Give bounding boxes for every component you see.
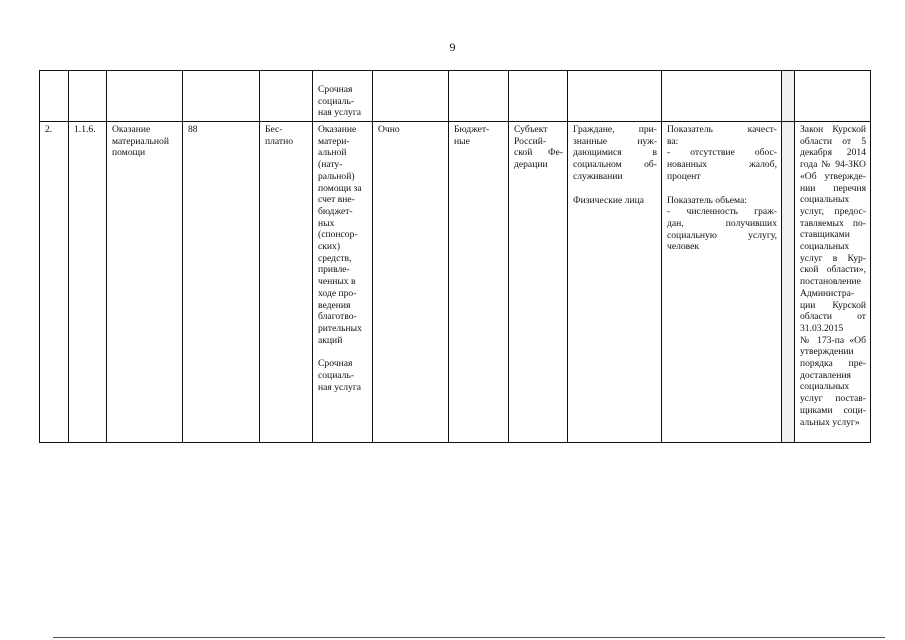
legal-basis-line: социальных [800, 381, 850, 393]
table-cell [373, 71, 449, 122]
service-form-text: Оказание матери- альной (нату- ральной) помощи за счет вне- бюджет- ных (спонсор- ских) средств, привле- ченных в ходе про- ведения благотво- рительных акций [318, 124, 362, 346]
legal-basis-line: № 173-па «Об [800, 334, 866, 346]
cell-financing: Бюджет- ные [449, 122, 509, 443]
table-cell [568, 71, 662, 122]
table-cell [69, 71, 107, 122]
legal-basis-line: социальных [800, 194, 850, 206]
table-cell [313, 71, 373, 122]
cell-row-number: 2. [40, 122, 69, 443]
legal-basis-line: ставщиками [800, 229, 850, 241]
cell-responsible: Субъект Россий- ской Фе- дерации [509, 122, 568, 443]
table-cell [795, 71, 871, 122]
page-bottom-rule [53, 637, 885, 638]
legal-basis-line: утверждении [800, 346, 854, 358]
legal-basis-line: нии перечня [800, 182, 866, 194]
table-cell [260, 71, 313, 122]
legal-basis-line: социальных [800, 241, 850, 253]
legal-basis-line: услуг, предос- [800, 205, 866, 217]
legal-basis-line: области от [800, 311, 866, 323]
cell-recipients: Граждане, при- знанные нуж- дающимися в социальном об- служивании Физические лица [568, 122, 662, 443]
legal-basis-line: услуг постав- [800, 393, 866, 405]
legal-basis-line: ской области», [800, 264, 866, 276]
cell-mode: Очно [373, 122, 449, 443]
cell-indicators: Показатель качест- ва: - отсутствие обос- нованных жалоб, процент Показатель объема: - численность граж- дан, получивших социальную услугу, человек [662, 122, 782, 443]
legal-basis-line: года № 94-ЗКО [800, 159, 866, 171]
table-cell [782, 122, 795, 443]
legal-basis-line: декабря 2014 [800, 147, 866, 159]
table-cell [509, 71, 568, 122]
legal-basis-line: области от 5 [800, 135, 866, 147]
table-row [40, 122, 871, 443]
cell-legal-basis [795, 122, 871, 443]
cell-service-form [313, 122, 373, 443]
cell-service-form-continued: Срочная социаль- ная услуга [318, 83, 362, 119]
legal-basis-line: доставления [800, 369, 851, 381]
legal-basis-line: порядка пре- [800, 358, 866, 370]
services-table [39, 70, 871, 443]
legal-basis-line: ции Курской [800, 299, 866, 311]
legal-basis-line: постановление [800, 276, 861, 288]
legal-basis-line: тавляемых по- [800, 217, 866, 229]
cell-service-name: Оказание материальной помощи [107, 122, 183, 443]
table-cell [662, 71, 782, 122]
legal-basis-line: альных услуг» [800, 416, 860, 428]
cell-payment: Бес- платно [260, 122, 313, 443]
legal-basis-line: «Об утвержде- [800, 170, 866, 182]
page-number: 9 [449, 40, 456, 54]
table-cell [782, 71, 795, 122]
table-cell [40, 71, 69, 122]
legal-basis-line: щиками соци- [800, 404, 866, 416]
legal-basis-line: Администра- [800, 287, 855, 299]
table-cell [449, 71, 509, 122]
cell-code-2: 88 [183, 122, 260, 443]
legal-basis-line: Закон Курской [800, 124, 866, 135]
cell-code: 1.1.6. [69, 122, 107, 443]
legal-basis-line: 31.03.2015 [800, 322, 844, 334]
table-cell [107, 71, 183, 122]
table-cell [183, 71, 260, 122]
service-form-extra: Срочная социаль- ная услуга [318, 358, 362, 393]
legal-basis-line: услуг в Кур- [800, 252, 866, 264]
table-row [40, 71, 871, 122]
recipients-extra: Физические лица [573, 194, 644, 206]
